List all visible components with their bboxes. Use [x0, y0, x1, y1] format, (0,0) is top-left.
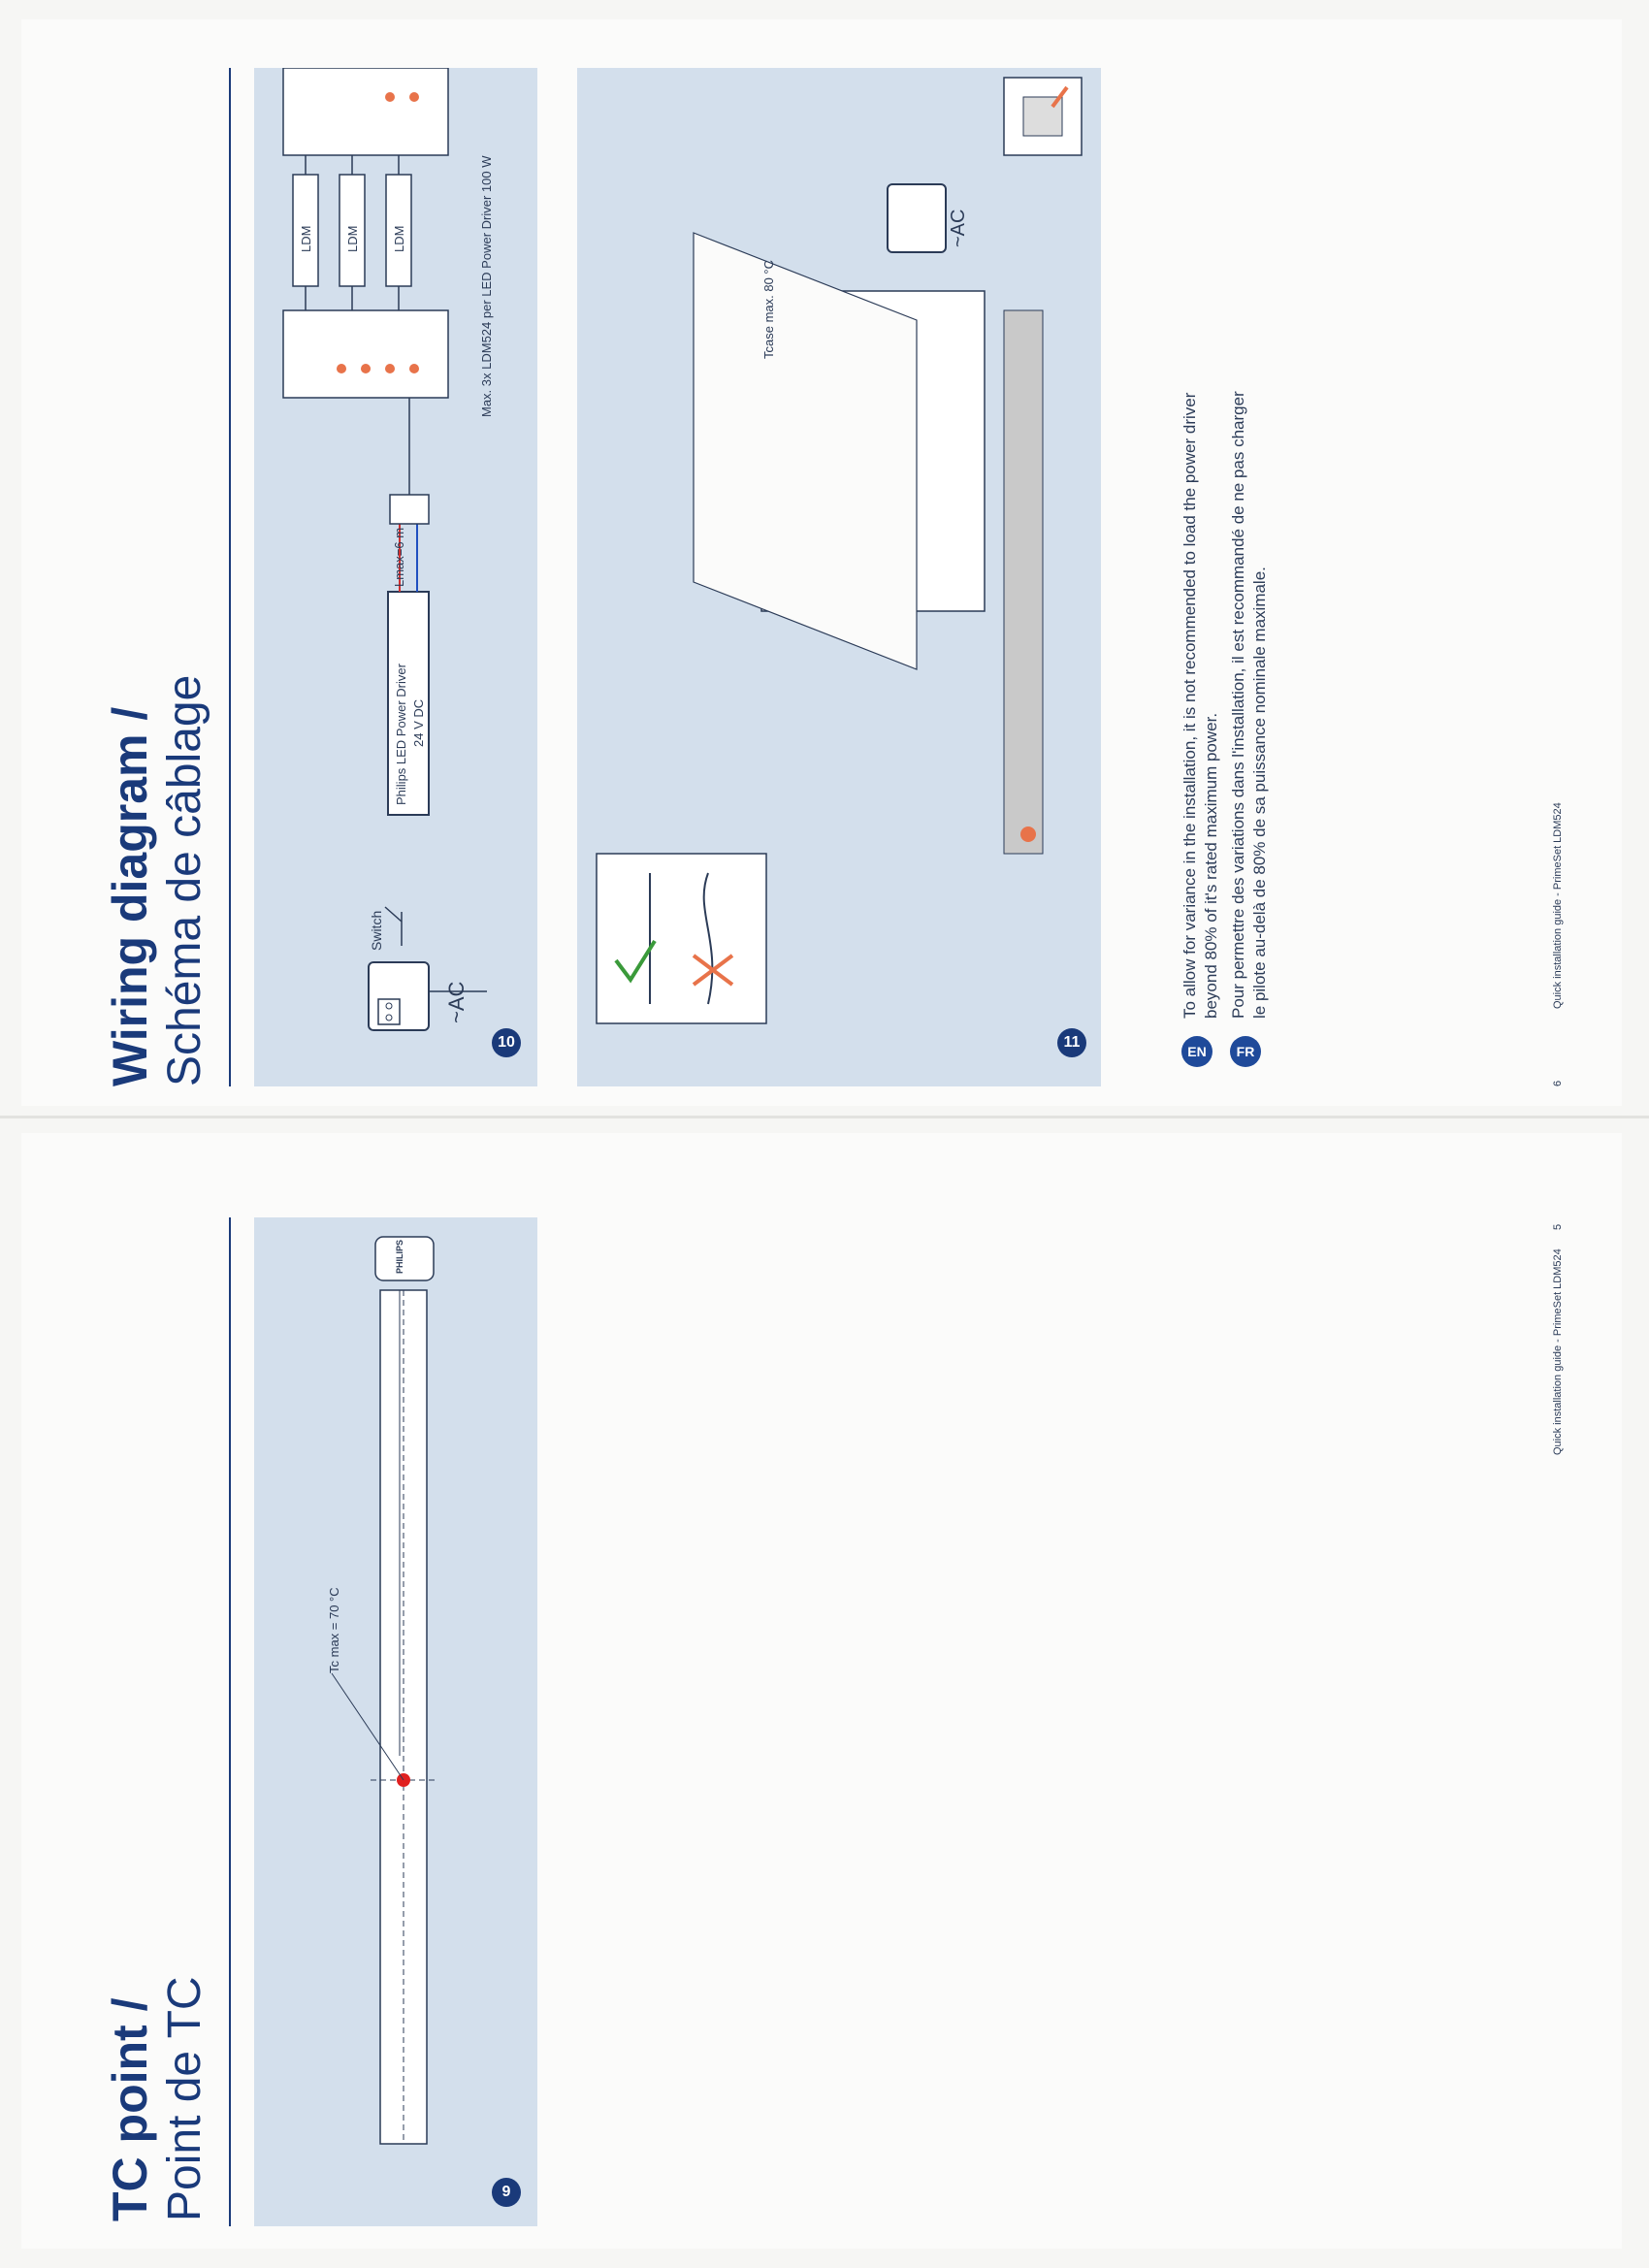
- page5-number: 5: [1552, 1223, 1564, 1230]
- page6-title: [102, 675, 211, 1086]
- note-fr-badge: FR: [1230, 1036, 1261, 1067]
- page5-title-en: TC point /: [103, 1997, 157, 2221]
- step-9-badge: 9: [492, 2178, 521, 2207]
- left-connector-block: [283, 310, 448, 398]
- note-en-badge: EN: [1181, 1036, 1212, 1067]
- driver-label-2: 24 V DC: [411, 698, 426, 747]
- page6-footer: Quick installation guide - PrimeSet LDM524: [1552, 802, 1564, 1009]
- ldm-label-1: LDM: [299, 225, 313, 252]
- tc-max-label: Tc max = 70 °C: [327, 1587, 341, 1673]
- installation-illustration: [577, 68, 1101, 1086]
- ac-label-10: ~AC: [444, 981, 469, 1023]
- end-cap-label: [375, 1237, 434, 1280]
- title-rule-5: [229, 1217, 231, 2226]
- tcase-label: Tcase max. 80 °C: [761, 259, 776, 359]
- ac-label-11: ~AC: [948, 209, 969, 247]
- page5-title: [102, 1976, 211, 2221]
- note-en-line1: To allow for variance in the installation, it is not recommended to load the power driver: [1180, 392, 1199, 1019]
- junction-box: [390, 495, 429, 524]
- page5-footer: Quick installation guide - PrimeSet LDM524: [1552, 1248, 1564, 1455]
- driver-label-1: Philips LED Power Driver: [394, 664, 408, 805]
- tc-point-panel: [254, 1217, 537, 2226]
- page-fold: [0, 1116, 1649, 1118]
- ldm-label-3: LDM: [392, 225, 406, 252]
- installation-panel: [577, 68, 1101, 1086]
- note-fr-line1: Pour permettre des variations dans l'installation, il est recommandé de ne pas charger: [1229, 391, 1247, 1019]
- right-connector-block: [283, 68, 448, 155]
- ac-socket-box-11: [888, 184, 946, 252]
- note-en: [1180, 393, 1222, 1019]
- page6-number: 6: [1552, 1080, 1564, 1086]
- routing-box: [597, 854, 766, 1023]
- step-10-badge: 10: [492, 1028, 521, 1057]
- page6-title-fr: Schéma de câblage: [159, 674, 210, 1086]
- end-cap: [1020, 826, 1036, 842]
- luminaire-bar: [1004, 310, 1043, 854]
- switch-label: Switch: [369, 910, 384, 951]
- max-note: Max. 3x LDM524 per LED Power Driver 100 W: [479, 155, 494, 417]
- tc-point-diagram: [254, 1217, 537, 2226]
- page6-title-en: Wiring diagram /: [103, 706, 157, 1086]
- wiring-panel: [254, 68, 537, 1086]
- philips-logo: PHILIPS: [395, 1239, 404, 1274]
- ldm-label-2: LDM: [345, 225, 360, 252]
- note-fr: [1228, 391, 1271, 1019]
- title-rule: [229, 68, 231, 1086]
- note-en-line2: beyond 80% of it's rated maximum power.: [1202, 712, 1220, 1019]
- step-11-badge: 11: [1057, 1028, 1086, 1057]
- page5-title-fr: Point de TC: [159, 1976, 210, 2221]
- lmax-label: Lmax=6 m: [392, 527, 406, 587]
- note-fr-line2: le pilote au-delà de 80% de sa puissance nominale maximale.: [1250, 567, 1269, 1019]
